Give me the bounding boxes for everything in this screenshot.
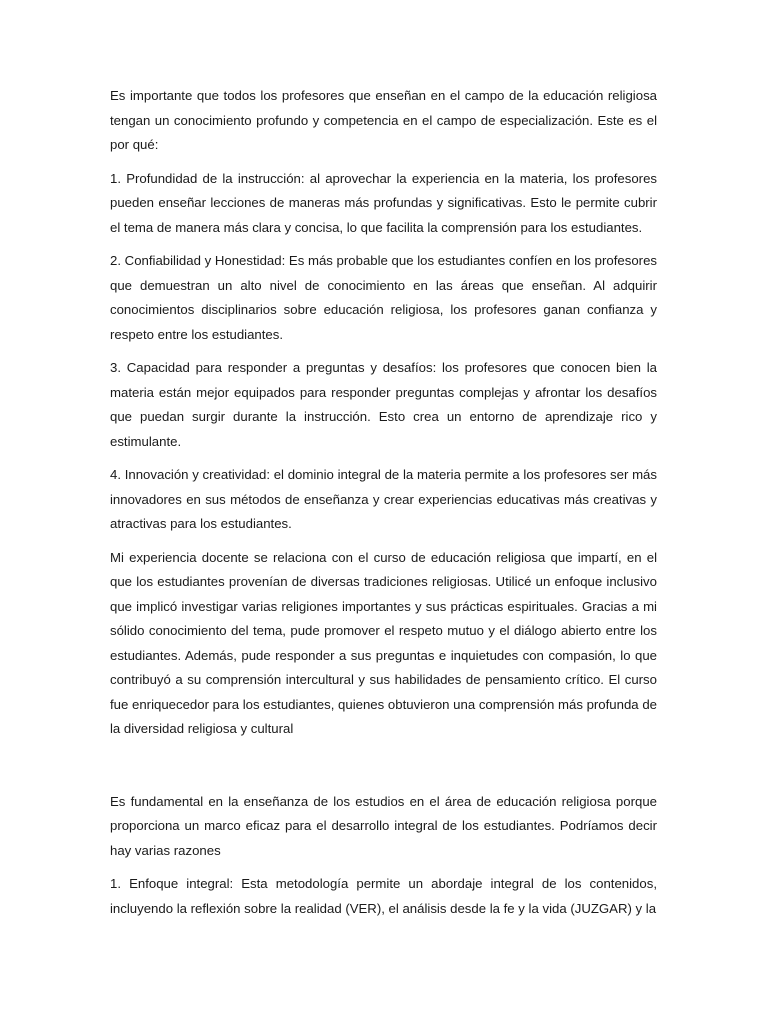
paragraph-intro: Es importante que todos los profesores que enseñan en el campo de la educación religiosa tengan un conocimiento profundo y competencia en el campo de especialización. Este es el por qué: [110,88,657,152]
paragraph-experience: Mi experiencia docente se relaciona con el curso de educación religiosa que impartí, en el que los estudiantes provenían de diversas tradiciones religiosas. Utilicé un enfoque inclusivo que implicó investigar varias religiones importantes y sus prácticas espirituales. Gracias a mi sólido conocimiento del tema, pude promover el respeto mutuo y el diálogo abierto entre los estudiantes. Además, pude responder a sus preguntas e inquietudes con compasión, lo que contribuyó a su comprensión intercultural y sus habilidades de pensamiento crítico. El curso fue enriquecedor para los estudiantes, quienes obtuvieron una comprensión más profunda de la diversidad religiosa y cultural [110,549,657,736]
paragraph-point-2: 2. Confiabilidad y Honestidad: Es más probable que los estudiantes confíen en los profesores que demuestran un alto nivel de conocimiento en las áreas que enseñan. Al adquirir conocimientos disciplinarios sobre educación religiosa, los profesores ganan confianza y respeto entre los estudiantes. [110,253,657,342]
paragraph-section-2-point-1: 1. Enfoque integral: Esta metodología permite un abordaje integral de los contenidos, incluyendo la reflexión sobre la realidad (VER), el análisis desde la fe y la vida (JUZGAR) y la [110,876,657,916]
paragraph-point-4: 4. Innovación y creatividad: el dominio integral de la materia permite a los profesores ser más innovadores en sus métodos de enseñanza y crear experiencias educativas más creativas y atractivas para los estudiantes. [110,467,657,531]
paragraph-point-3: 3. Capacidad para responder a preguntas y desafíos: los profesores que conocen bien la materia están mejor equipados para responder preguntas complejas y afrontar los desafíos que puedan surgir durante la instrucción. Esto crea un entorno de aprendizaje rico y estimulante. [110,360,657,449]
paragraph-section-2-intro: Es fundamental en la enseñanza de los estudios en el área de educación religiosa porque proporciona un marco eficaz para el desarrollo integral de los estudiantes. Podríamos decir hay varias razones [110,793,657,858]
document-page [110,84,657,930]
paragraph-point-1: 1. Profundidad de la instrucción: al aprovechar la experiencia en la materia, los profesores pueden enseñar lecciones de maneras más profundas y significativas. Esto le permite cubrir el tema de manera más clara y concisa, lo que facilita la comprensión para los estudiantes. [110,170,657,235]
